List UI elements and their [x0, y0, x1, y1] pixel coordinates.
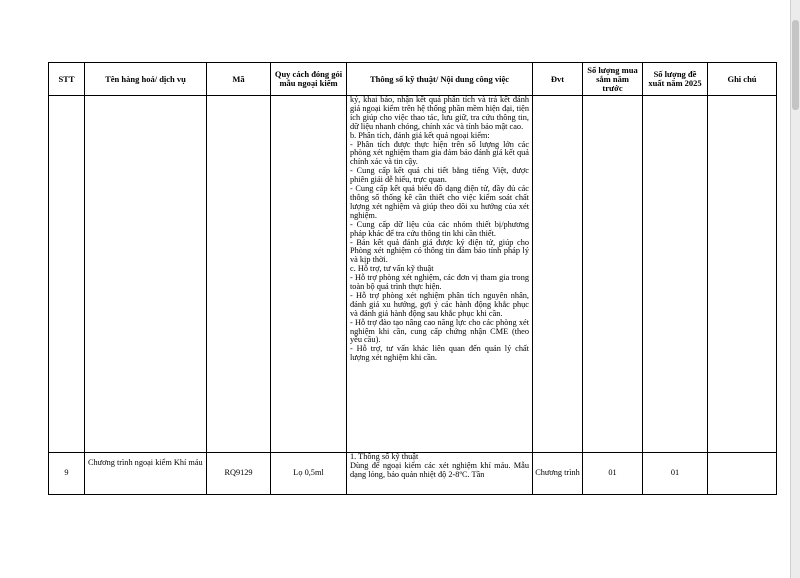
header-prev-qty: Số lượng mua sắm năm trước: [583, 63, 643, 96]
header-pack: Quy cách đóng gói mẫu ngoại kiểm: [271, 63, 347, 96]
cell-prev-qty: 01: [583, 453, 643, 495]
procurement-table: [48, 62, 777, 495]
cell-code: [207, 96, 271, 453]
header-spec: Thông số kỹ thuật/ Nội dung công việc: [347, 63, 533, 96]
cell-stt: 9: [49, 453, 85, 495]
cell-note: [708, 96, 777, 453]
header-proposed-qty: Số lượng đề xuất năm 2025: [643, 63, 708, 96]
cell-note: [708, 453, 777, 495]
header-stt: STT: [49, 63, 85, 96]
cell-pack: [271, 96, 347, 453]
cell-proposed-qty: 01: [643, 453, 708, 495]
cell-code: RQ9129: [207, 453, 271, 495]
spec-text: ký, khai báo, nhận kết quả phân tích và trả kết đánh giá ngoại kiểm trên hệ thống phần mềm hiện đại, tiện ích giúp cho việc thao tác, lưu giữ, tra cứu thông tin, dữ liệu nhanh chóng, chính xác và tính bảo mật cao. b. Phân tích, đánh giá kết quả ngoại kiểm: - Phân tích được thực hiện trên số lượng lớn các phòng xét nghiệm tham gia đảm bảo đánh giá kết quả chính xác và tin cậy. - Cung cấp kết quả chi tiết bằng tiếng Việt, được phiên giải dễ hiểu, trực quan. - Cung cấp kết quả biểu đồ dạng điện tử, đầy đủ các thông số thống kê cần thiết cho việc kiểm soát chất lượng xét nghiệm và giúp theo dõi xu hướng của xét nghiệm. - Cung cấp dữ liệu của các nhóm thiết bị/phương pháp khác để tra cứu thông tin khi cần thiết. - Bản kết quả đánh giá được ký điện tử, giúp cho Phòng xét nghiệm có thông tin đảm bảo tính pháp lý và kịp thời. c. Hỗ trợ, tư vấn kỹ thuật - Hỗ trợ phòng xét nghiệm, các đơn vị tham gia trong toàn bộ quá trình thực hiện. - Hỗ trợ phòng xét nghiệm phân tích nguyên nhân, đánh giá xu hướng, gợi ý các hành động khắc phục và đánh giá hành động sau khắc phục khi cần. - Hỗ trợ đào tạo nâng cao năng lực cho các phòng xét nghiệm khi cần, cung cấp chứng nhận CME (theo yêu cầu). - Hỗ trợ, tư vấn khác liên quan đến quản lý chất lượng xét nghiệm khi cần.: [350, 96, 529, 363]
table-row: [49, 453, 777, 495]
header-code: Mã: [207, 63, 271, 96]
cell-unit: Chương trình: [533, 453, 583, 495]
cell-unit: [533, 96, 583, 453]
cell-spec: [347, 96, 533, 453]
cell-stt: [49, 96, 85, 453]
cell-name: [85, 96, 207, 453]
header-unit: Đvt: [533, 63, 583, 96]
table-row: [49, 96, 777, 453]
cell-prev-qty: [583, 96, 643, 453]
header-row: [49, 63, 777, 96]
cell-name: Chương trình ngoại kiểm Khí máu: [85, 453, 207, 495]
scrollbar-thumb[interactable]: [792, 20, 799, 110]
cell-proposed-qty: [643, 96, 708, 453]
cell-pack: Lọ 0,5ml: [271, 453, 347, 495]
spec-text: 1. Thông số kỹ thuật Dùng để ngoại kiểm các xét nghiệm khí máu. Mẫu dạng lỏng, bảo quản nhiệt độ 2-8ºC. Tần: [350, 453, 529, 479]
cell-spec: [347, 453, 533, 495]
header-name: Tên hàng hoá/ dịch vụ: [85, 63, 207, 96]
header-note: Ghi chú: [708, 63, 777, 96]
